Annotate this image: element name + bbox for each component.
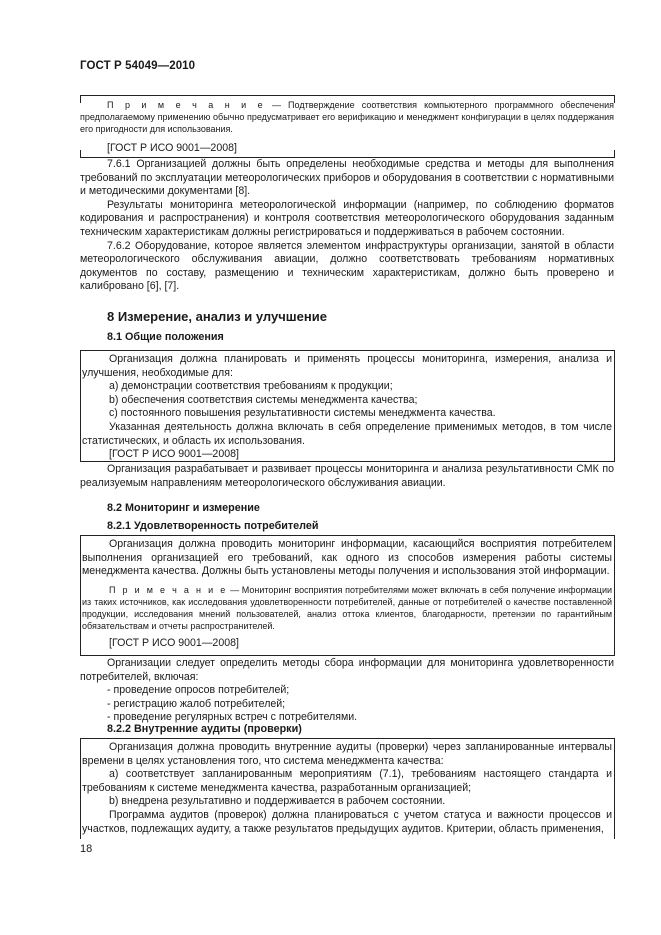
section-8-2-2-title: 8.2.2 Внутренние аудиты (проверки) — [107, 723, 302, 735]
box-corner-left — [80, 150, 81, 157]
section-8 — [80, 309, 614, 324]
list-item-b: b) обеспечения соответствия системы менеджмента качества; — [109, 393, 418, 406]
box-top-rule — [80, 95, 615, 96]
note-block-1 — [80, 99, 614, 156]
note-paragraph — [80, 99, 614, 135]
section-8-2-1-after — [80, 657, 614, 725]
list-item-b: b) внедрена результативно и поддерживается в рабочем состоянии. — [109, 795, 446, 808]
section-8-2-1 — [80, 520, 614, 532]
section-7-6 — [80, 158, 614, 294]
list-item-c: c) постоянного повышения результативности системы менеджмента качества. — [109, 407, 496, 420]
paragraph-7-6-1: 7.6.1 Организацией должны быть определены необходимые средства и методы для выполнения требований по эксплуатации метеорологических приборов и оборудования в соответствии с нормативными и методическими документами [8]. — [80, 158, 614, 198]
box-bottom-rule — [80, 655, 615, 656]
note-text: — Мониторинг восприятия потребителями может включать в себя получение информации из таких источников, как исследования удовлетворенности потребителей, данные от потребителей о качестве поставленной продукции, исследования мнений пользователей, анализ оттока клиентов, благодарности, претензии по гарантийным обязательствам и отчеты распространителей. — [82, 584, 612, 631]
section-8-1 — [80, 331, 614, 343]
note-paragraph — [82, 584, 612, 632]
list-item-a: а) соответствует запланированным мероприятиям (7.1), требованиям настоящего стандарта и требованиям к системе менеджмента качества, разработанным организацией; — [82, 768, 612, 794]
reference: [ГОСТ Р ИСО 9001—2008] — [109, 636, 239, 649]
standard-header: ГОСТ Р 54049—2010 — [80, 60, 196, 72]
section-8-2-2 — [80, 723, 614, 735]
box-corner-right — [614, 447, 615, 461]
quote-box-8-1-content — [82, 353, 612, 462]
box-paragraph: Организация должна проводить внутренние аудиты (проверки) через запланированные интервалы времени в целях установления того, что система менеджмента качества: — [82, 741, 612, 767]
section-8-1-title: 8.1 Общие положения — [107, 331, 224, 343]
note-text: — Подтверждение соответствия компьютерного программного обеспечения предполагаемому применению обычно предусматривает его верификацию и менеджмент конфигурации в целях поддержания его пригодности для использования. — [80, 100, 614, 134]
box-paragraph: Организация должна проводить мониторинг информации, касающийся восприятия потребителем выполнения организацией его требований, как одного из способов измерения работы системы менеджмента качества. Должны быть установлены методы получения и использования этой информации. — [82, 538, 612, 578]
list-item-a: а) демонстрации соответствия требованиям к продукции; — [109, 380, 393, 393]
note-label: П р и м е ч а н и е — [109, 584, 228, 595]
paragraph: Организация разрабатывает и развивает процессы мониторинга и анализа результативности СМК по реализуемым направлениям метеорологического обслуживания авиации. — [80, 463, 614, 489]
list-item: - регистрацию жалоб потребителей; — [107, 697, 286, 710]
box-paragraph: Указанная деятельность должна включать в себя определение применимых методов, в том числе статистических, и область их использования. — [82, 420, 612, 447]
box-corner-right — [614, 95, 615, 103]
section-8-2-title: 8.2 Мониторинг и измерение — [107, 502, 260, 514]
section-8-1-after — [80, 463, 614, 490]
reference: [ГОСТ Р ИСО 9001—2008] — [109, 448, 239, 461]
paragraph: Организации следует определить методы сбора информации для мониторинга удовлетворенности потребителей, включая: — [80, 657, 614, 683]
list-item: - проведение регулярных встреч с потребителями. — [107, 711, 358, 724]
page-number: 18 — [80, 843, 93, 855]
paragraph-7-6-2: 7.6.2 Оборудование, которое является элементом инфраструктуры организации, занятой в области метеорологического обслуживания авиации, должно соответствовать требованиям нормативных документов по составу, размещению и техническим характеристикам, должно быть проверено и калибровано [6], [7]. — [80, 239, 614, 293]
reference: [ГОСТ Р ИСО 9001—2008] — [107, 142, 237, 154]
box-corner-left — [80, 447, 81, 461]
box-paragraph: Программа аудитов (проверок) должна планироваться с учетом статуса и важности процессов и участков, подлежащих аудиту, а также результатов предыдущих аудитов. Критерии, область применения, — [82, 808, 612, 835]
quote-box-8-2-1-content — [82, 538, 612, 650]
box-paragraph: Организация должна планировать и применять процессы мониторинга, измерения, анализа и улучшения, необходимые для: — [82, 353, 612, 379]
section-8-title: 8 Измерение, анализ и улучшение — [107, 309, 327, 324]
box-corner-right — [614, 150, 615, 157]
section-8-2 — [80, 502, 614, 514]
box-bottom-rule — [80, 461, 615, 462]
note-label: П р и м е ч а н и е — [107, 100, 265, 110]
quote-box-8-2-2-content — [82, 741, 612, 836]
list-item: - проведение опросов потребителей; — [107, 684, 290, 697]
section-8-2-1-title: 8.2.1 Удовлетворенность потребителей — [107, 520, 319, 532]
paragraph-results: Результаты мониторинга метеорологической информации (например, по соблюдению форматов кодирования и распространения) и контроля соответствия метеорологического оборудования заданным техническим характеристикам должны регистрироваться и поддерживаться в рабочем состоянии. — [80, 198, 614, 238]
